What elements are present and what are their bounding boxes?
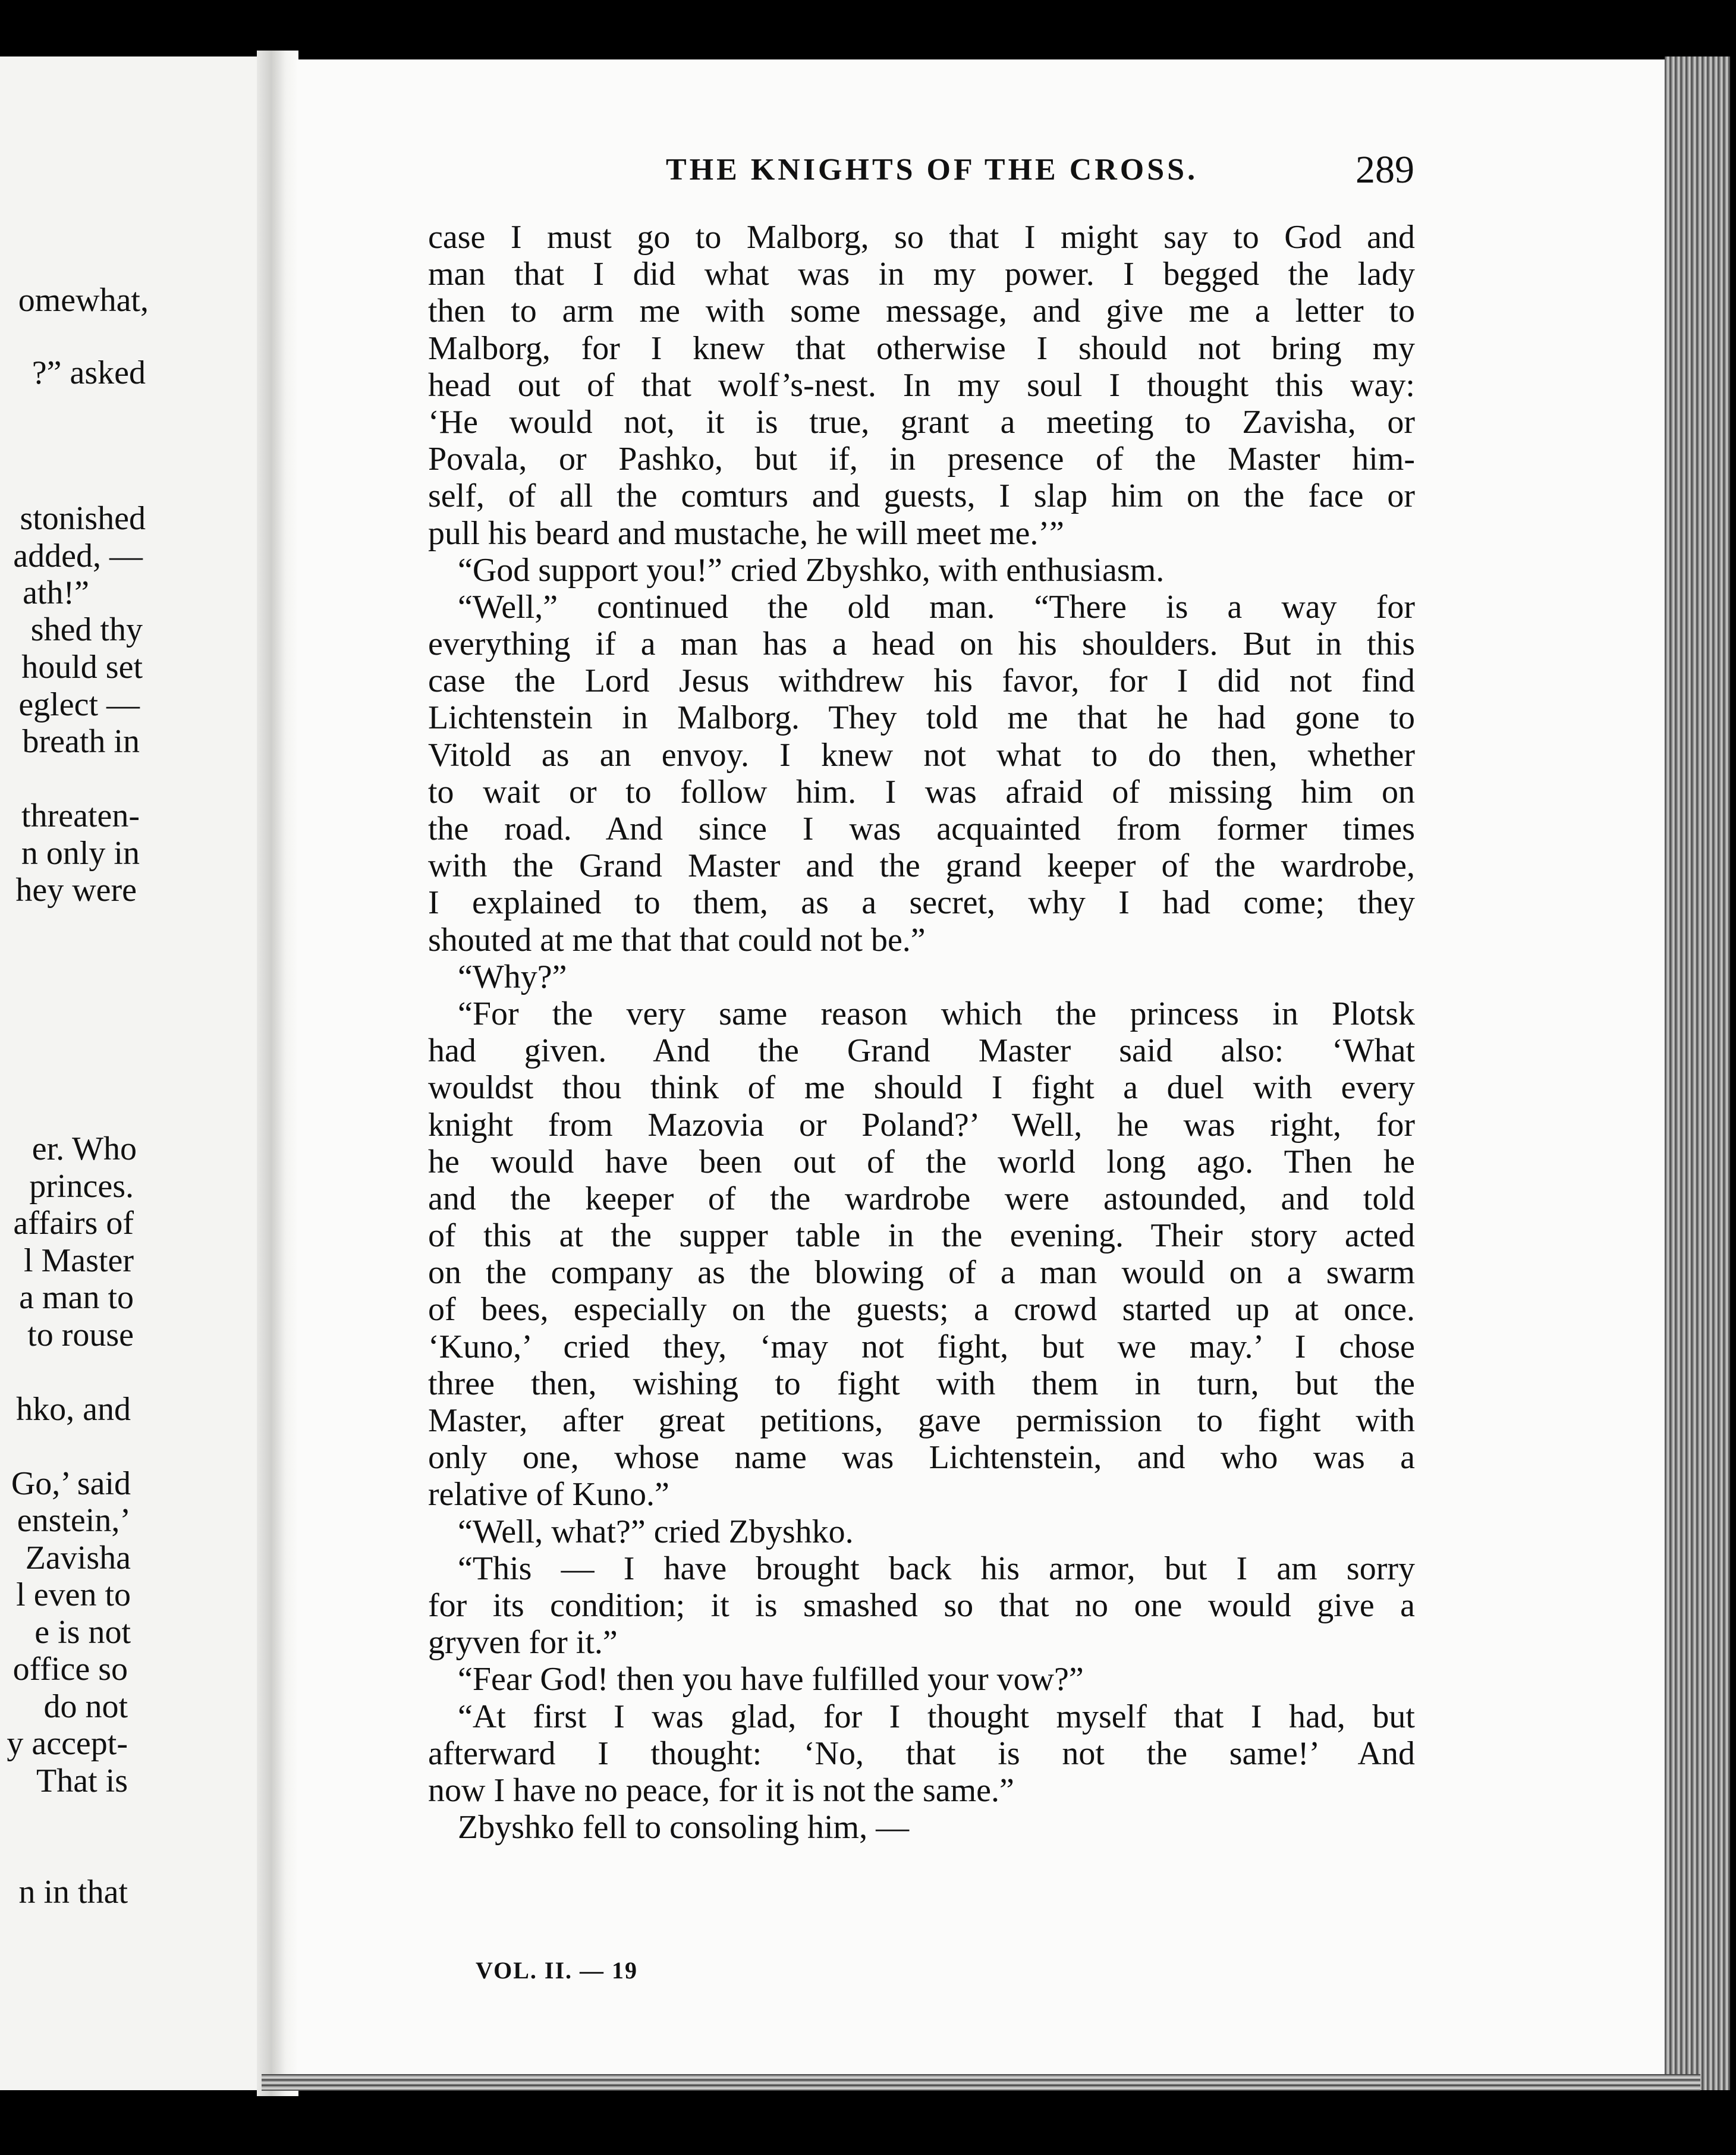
text-line: relative of Kuno.” — [428, 1476, 669, 1513]
text-line: case I must go to Malborg, so that I might say to God and — [428, 219, 1415, 256]
left-page-line: That is — [36, 1763, 128, 1799]
left-page-fragment — [0, 56, 262, 2090]
left-page-line: Zavisha — [25, 1540, 131, 1576]
text-line: to wait or to follow him. I was afraid of missing him on — [428, 773, 1415, 811]
text-line: of this at the supper table in the evening. Their story acted — [428, 1217, 1415, 1255]
text-line: the road. And since I was acquainted from former times — [428, 811, 1415, 847]
text-line: everything if a man has a head on his shoulders. But in this — [428, 626, 1415, 663]
text-line: knight from Mazovia or Poland?’ Well, he was right, for — [428, 1106, 1415, 1144]
text-line: he would have been out of the world long ago. Then he — [428, 1143, 1415, 1180]
book-gutter — [257, 51, 298, 2096]
text-line: pull his beard and mustache, he will meet me.’” — [428, 514, 1064, 552]
text-line: shouted at me that that could not be.” — [428, 921, 926, 959]
left-page-line: omewhat, — [18, 282, 149, 319]
text-line: afterward I thought: ‘No, that is not the same!’ And — [428, 1735, 1415, 1772]
left-page-line: to rouse — [27, 1317, 134, 1353]
text-line: for its condition; it is smashed so that no one would give a — [428, 1587, 1415, 1624]
text-line: Povala, or Pashko, but if, in presence of the Master him- — [428, 441, 1415, 478]
text-line: ‘He would not, it is true, grant a meeting to Zavisha, or — [428, 403, 1415, 441]
left-page-line: affairs of — [13, 1205, 134, 1242]
text-line: self, of all the comturs and guests, I slap him on the face or — [428, 478, 1415, 515]
text-line: Vitold as an envoy. I knew not what to do then, whether — [428, 736, 1415, 774]
left-page-line: eglect — — [18, 686, 140, 723]
text-line: “Well, what?” cried Zbyshko. — [458, 1513, 854, 1550]
left-page-line: y accept- — [7, 1725, 128, 1762]
text-line: head out of that wolf’s-nest. In my soul I thought this way: — [428, 366, 1415, 404]
text-line: Master, after great petitions, gave permission to fight with — [428, 1402, 1415, 1439]
left-page-line: hko, and — [16, 1391, 131, 1428]
text-line: three then, wishing to fight with them in turn, but the — [428, 1365, 1415, 1402]
left-page-line: office so — [12, 1651, 128, 1688]
text-line: Zbyshko fell to consoling him, — — [458, 1809, 910, 1846]
left-page-text — [0, 56, 262, 2090]
left-page-line: n in that — [18, 1874, 128, 1911]
signature-mark: VOL. II. — 19 — [476, 1957, 639, 1984]
text-line: “At first I was glad, for I thought myself that I had, but — [458, 1698, 1415, 1735]
left-page-line: er. Who — [32, 1130, 137, 1167]
text-line: only one, whose name was Lichtenstein, and who was a — [428, 1439, 1415, 1477]
left-page-line: ?” asked — [32, 354, 146, 391]
left-page-line: threaten- — [21, 797, 140, 834]
text-line: ‘Kuno,’ cried they, ‘may not fight, but we may.’ I chose — [428, 1328, 1415, 1365]
text-line: case the Lord Jesus withdrew his favor, for I did not find — [428, 662, 1415, 700]
right-page — [297, 59, 1665, 2075]
page-number: 289 — [1356, 148, 1414, 191]
text-line: had given. And the Grand Master said also: ‘What — [428, 1032, 1415, 1070]
text-line: “Well,” continued the old man. “There is a way for — [458, 588, 1415, 626]
left-page-line: breath in — [22, 723, 140, 760]
left-page-line: enstein,’ — [17, 1502, 131, 1539]
left-page-line: l even to — [16, 1576, 131, 1613]
text-line: gryven for it.” — [428, 1624, 618, 1661]
text-line: Malborg, for I knew that otherwise I should not bring my — [428, 329, 1415, 367]
text-line: “God support you!” cried Zbyshko, with enthusiasm. — [458, 551, 1165, 589]
text-line: now I have no peace, for it is not the same.” — [428, 1771, 1014, 1809]
text-line: wouldst thou think of me should I fight a duel with every — [428, 1069, 1415, 1107]
text-line: I explained to them, as a secret, why I had come; they — [428, 884, 1415, 922]
left-page-line: Go,’ said — [11, 1465, 131, 1502]
left-page-line: l Master — [23, 1242, 134, 1279]
left-page-line: do not — [43, 1688, 128, 1725]
page-edges-right — [1665, 56, 1730, 2090]
text-line: Lichtenstein in Malborg. They told me that he had gone to — [428, 699, 1415, 737]
left-page-line: stonished — [20, 500, 146, 537]
text-line: of bees, especially on the guests; a crowd started up at once. — [428, 1291, 1415, 1328]
text-line: and the keeper of the wardrobe were astounded, and told — [428, 1180, 1415, 1217]
left-page-line: a man to — [19, 1279, 134, 1316]
text-line: “This — I have brought back his armor, but I am sorry — [458, 1550, 1415, 1587]
body-text — [428, 219, 1415, 1846]
left-page-line: n only in — [21, 835, 140, 872]
left-page-line: added, — — [13, 538, 143, 574]
left-page-line: shed thy — [30, 611, 143, 648]
text-line: on the company as the blowing of a man would on a swarm — [428, 1254, 1415, 1292]
left-page-line: hey were — [15, 872, 137, 909]
text-line: “Fear God! then you have fulfilled your vow?” — [458, 1661, 1084, 1698]
left-page-line: hould set — [21, 649, 143, 686]
text-line: then to arm me with some message, and give me a letter to — [428, 293, 1415, 330]
left-page-line: ath!” — [23, 574, 89, 611]
page-header — [297, 148, 1665, 206]
left-page-line: e is not — [34, 1614, 131, 1651]
text-line: with the Grand Master and the grand keeper of the wardrobe, — [428, 847, 1415, 885]
text-line: “Why?” — [458, 958, 567, 995]
running-title: THE KNIGHTS OF THE CROSS. — [666, 153, 1199, 187]
page-edges-bottom — [262, 2074, 1700, 2091]
text-line: “For the very same reason which the princess in Plotsk — [458, 995, 1415, 1032]
text-line: man that I did what was in my power. I begged the lady — [428, 256, 1415, 293]
left-page-line: princes. — [29, 1168, 134, 1205]
